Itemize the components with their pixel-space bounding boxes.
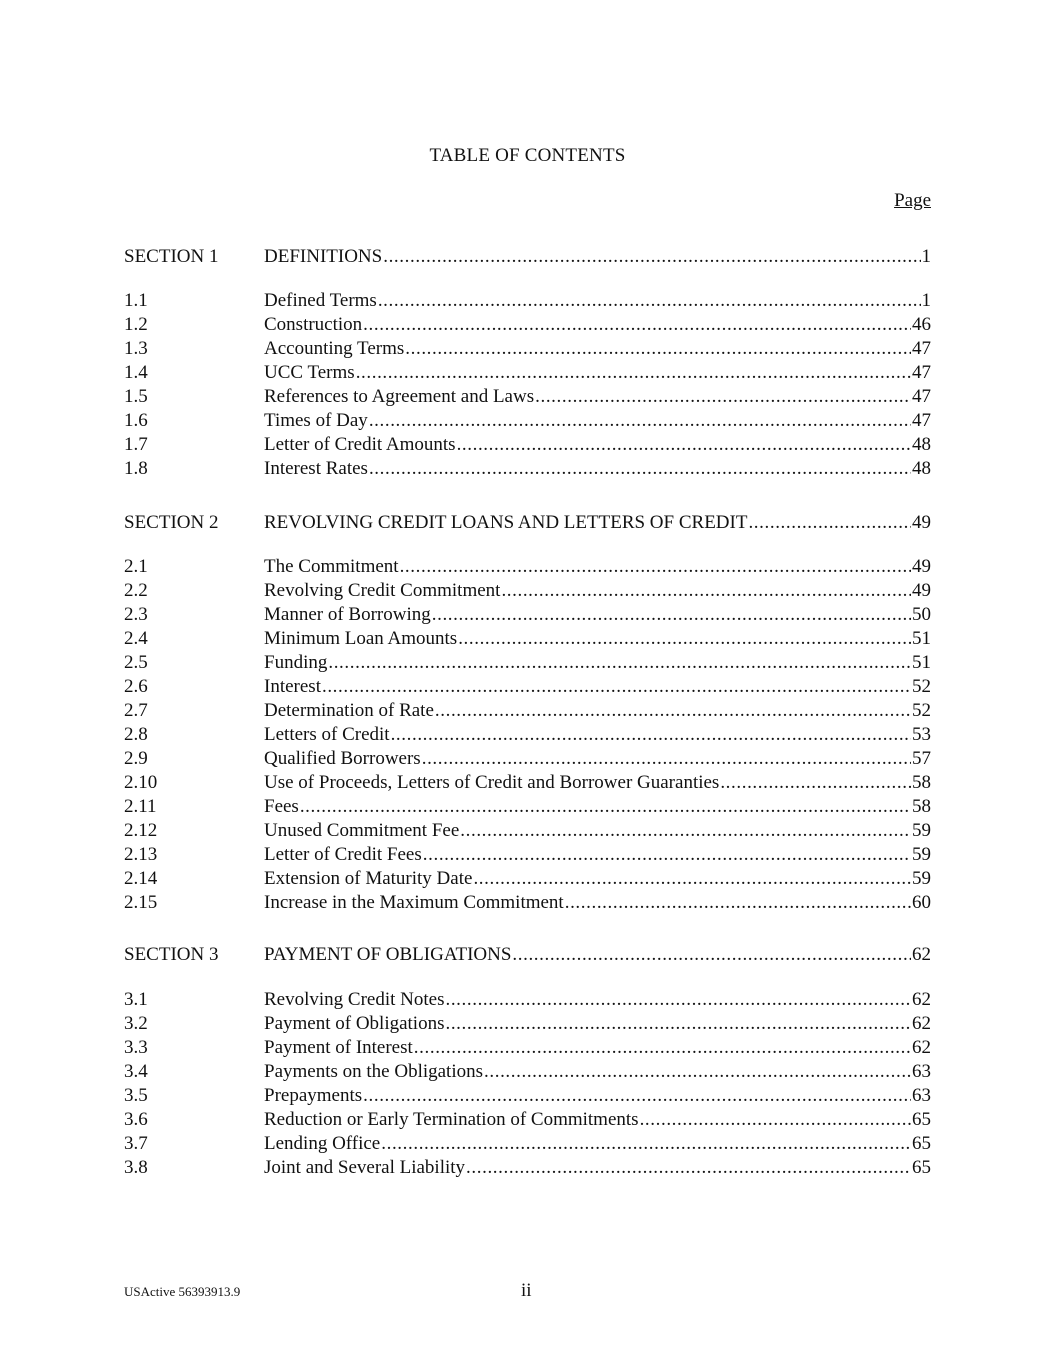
toc-item-3-6[interactable] bbox=[124, 1108, 931, 1132]
toc-item-2-12[interactable] bbox=[124, 819, 931, 843]
dot-leader bbox=[460, 819, 911, 843]
toc-item-1-6[interactable] bbox=[124, 409, 931, 433]
page-number: 47 bbox=[912, 362, 931, 383]
item-title: Interest bbox=[264, 676, 321, 697]
page-number: 47 bbox=[912, 386, 931, 407]
item-title: Manner of Borrowing bbox=[264, 604, 431, 625]
dot-leader bbox=[640, 1108, 911, 1132]
item-number: 1.4 bbox=[124, 362, 148, 383]
item-title: Prepayments bbox=[264, 1085, 363, 1106]
item-number: 2.10 bbox=[124, 772, 158, 793]
toc-item-2-8[interactable] bbox=[124, 723, 931, 747]
dot-leader bbox=[458, 627, 911, 651]
item-number: 1.1 bbox=[124, 290, 148, 311]
dot-leader bbox=[369, 409, 911, 433]
item-number: 3.7 bbox=[124, 1133, 148, 1154]
page-number: 59 bbox=[912, 868, 931, 889]
dot-leader bbox=[473, 867, 911, 891]
toc-item-1-7[interactable] bbox=[124, 433, 931, 457]
page-number: 62 bbox=[912, 989, 931, 1010]
item-title: Determination of Rate bbox=[264, 700, 434, 721]
item-number: 2.12 bbox=[124, 820, 158, 841]
item-title: UCC Terms bbox=[264, 362, 355, 383]
item-number: 2.8 bbox=[124, 724, 148, 745]
item-title: Fees bbox=[264, 796, 299, 817]
item-number: 2.6 bbox=[124, 676, 148, 697]
item-number: 1.5 bbox=[124, 386, 148, 407]
toc-item-3-5[interactable] bbox=[124, 1084, 931, 1108]
dot-leader bbox=[748, 511, 911, 535]
page-number: 58 bbox=[912, 772, 931, 793]
toc-item-1-2[interactable] bbox=[124, 313, 931, 337]
item-number: 1.3 bbox=[124, 338, 148, 359]
page-number: 58 bbox=[912, 796, 931, 817]
item-number: 1.6 bbox=[124, 410, 148, 431]
item-title: Payments on the Obligations bbox=[264, 1061, 484, 1082]
section-title: DEFINITIONS bbox=[264, 246, 383, 267]
dot-leader bbox=[512, 943, 911, 967]
page-number: 62 bbox=[912, 1013, 931, 1034]
page-number: 1 bbox=[921, 246, 931, 267]
toc-item-2-1[interactable] bbox=[124, 555, 931, 579]
dot-leader bbox=[423, 843, 911, 867]
item-number: 2.7 bbox=[124, 700, 148, 721]
item-number: 3.1 bbox=[124, 989, 148, 1010]
dot-leader bbox=[466, 1156, 911, 1180]
dot-leader bbox=[484, 1060, 911, 1084]
toc-item-3-4[interactable] bbox=[124, 1060, 931, 1084]
dot-leader bbox=[565, 891, 911, 915]
toc-item-2-4[interactable] bbox=[124, 627, 931, 651]
page-number: 48 bbox=[912, 434, 931, 455]
toc-item-2-6[interactable] bbox=[124, 675, 931, 699]
toc-item-2-5[interactable] bbox=[124, 651, 931, 675]
toc-section-1[interactable] bbox=[124, 245, 931, 269]
dot-leader bbox=[720, 771, 911, 795]
dot-leader bbox=[378, 289, 921, 313]
dot-leader bbox=[363, 1084, 911, 1108]
dot-leader bbox=[414, 1036, 911, 1060]
page-number: 65 bbox=[912, 1157, 931, 1178]
item-number: 3.8 bbox=[124, 1157, 148, 1178]
item-title: Interest Rates bbox=[264, 458, 368, 479]
item-number: 1.8 bbox=[124, 458, 148, 479]
item-title: Funding bbox=[264, 652, 328, 673]
item-title: References to Agreement and Laws bbox=[264, 386, 535, 407]
item-title: Revolving Credit Notes bbox=[264, 989, 445, 1010]
page-number: 51 bbox=[912, 652, 931, 673]
item-number: 1.2 bbox=[124, 314, 148, 335]
section-number: SECTION 2 bbox=[124, 512, 219, 533]
item-title: Use of Proceeds, Letters of Credit and Borrower Guaranties bbox=[264, 772, 720, 793]
item-number: 2.5 bbox=[124, 652, 148, 673]
item-title: Letters of Credit bbox=[264, 724, 390, 745]
item-title: Letter of Credit Fees bbox=[264, 844, 422, 865]
toc-item-2-7[interactable] bbox=[124, 699, 931, 723]
toc-section-3[interactable] bbox=[124, 943, 931, 967]
toc-item-1-1[interactable] bbox=[124, 289, 931, 313]
page-number: 59 bbox=[912, 820, 931, 841]
item-number: 1.7 bbox=[124, 434, 148, 455]
item-number: 3.6 bbox=[124, 1109, 148, 1130]
dot-leader bbox=[435, 699, 911, 723]
item-title: Construction bbox=[264, 314, 363, 335]
item-number: 3.3 bbox=[124, 1037, 148, 1058]
toc-item-1-3[interactable] bbox=[124, 337, 931, 361]
page-number: 48 bbox=[912, 458, 931, 479]
dot-leader bbox=[501, 579, 911, 603]
page-number: 47 bbox=[912, 410, 931, 431]
item-title: Extension of Maturity Date bbox=[264, 868, 473, 889]
item-title: Lending Office bbox=[264, 1133, 381, 1154]
dot-leader bbox=[383, 245, 920, 269]
page-number: 1 bbox=[921, 290, 931, 311]
page-number: 60 bbox=[912, 892, 931, 913]
item-number: 2.14 bbox=[124, 868, 158, 889]
item-title: Qualified Borrowers bbox=[264, 748, 421, 769]
toc-item-2-14[interactable] bbox=[124, 867, 931, 891]
item-title: Defined Terms bbox=[264, 290, 377, 311]
section-title: PAYMENT OF OBLIGATIONS bbox=[264, 944, 512, 965]
toc-item-3-7[interactable] bbox=[124, 1132, 931, 1156]
page-number: 62 bbox=[912, 1037, 931, 1058]
page-number: 49 bbox=[912, 556, 931, 577]
page-number: 52 bbox=[912, 700, 931, 721]
toc-section-2[interactable] bbox=[124, 511, 931, 535]
page-number: 49 bbox=[912, 580, 931, 601]
dot-leader bbox=[322, 675, 911, 699]
page-number: 51 bbox=[912, 628, 931, 649]
dot-leader bbox=[422, 747, 911, 771]
item-title: Unused Commitment Fee bbox=[264, 820, 460, 841]
toc-item-3-8[interactable] bbox=[124, 1156, 931, 1180]
item-number: 3.2 bbox=[124, 1013, 148, 1034]
item-title: Accounting Terms bbox=[264, 338, 405, 359]
page-title: TABLE OF CONTENTS bbox=[429, 145, 626, 166]
dot-leader bbox=[400, 555, 911, 579]
page-number: 63 bbox=[912, 1061, 931, 1082]
item-title: Letter of Credit Amounts bbox=[264, 434, 456, 455]
toc-item-2-9[interactable] bbox=[124, 747, 931, 771]
item-number: 3.5 bbox=[124, 1085, 148, 1106]
dot-leader bbox=[391, 723, 911, 747]
document-id: USActive 56393913.9 bbox=[124, 1284, 241, 1299]
dot-leader bbox=[300, 795, 911, 819]
item-number: 2.11 bbox=[124, 796, 157, 817]
toc-item-2-11[interactable] bbox=[124, 795, 931, 819]
section-number: SECTION 3 bbox=[124, 944, 219, 965]
page-number: 47 bbox=[912, 338, 931, 359]
toc-item-2-13[interactable] bbox=[124, 843, 931, 867]
section-title: REVOLVING CREDIT LOANS AND LETTERS OF CREDIT bbox=[264, 512, 748, 533]
toc-item-2-15[interactable] bbox=[124, 891, 931, 915]
dot-leader bbox=[356, 361, 911, 385]
page-number: 65 bbox=[912, 1133, 931, 1154]
toc-item-3-3[interactable] bbox=[124, 1036, 931, 1060]
toc-item-1-5[interactable] bbox=[124, 385, 931, 409]
item-number: 2.9 bbox=[124, 748, 148, 769]
toc-item-2-2[interactable] bbox=[124, 579, 931, 603]
item-title: Increase in the Maximum Commitment bbox=[264, 892, 564, 913]
page-number: 46 bbox=[912, 314, 931, 335]
page-number: 65 bbox=[912, 1109, 931, 1130]
page-number: 59 bbox=[912, 844, 931, 865]
item-title: Payment of Obligations bbox=[264, 1013, 445, 1034]
footer-page-number: ii bbox=[521, 1280, 532, 1301]
section-number: SECTION 1 bbox=[124, 246, 219, 267]
dot-leader bbox=[457, 433, 911, 457]
item-number: 2.1 bbox=[124, 556, 148, 577]
page-number: 57 bbox=[912, 748, 931, 769]
dot-leader bbox=[369, 457, 911, 481]
dot-leader bbox=[328, 651, 911, 675]
toc-item-3-1[interactable] bbox=[124, 988, 931, 1012]
page-number: 52 bbox=[912, 676, 931, 697]
item-title: Times of Day bbox=[264, 410, 368, 431]
item-number: 2.4 bbox=[124, 628, 148, 649]
dot-leader bbox=[535, 385, 911, 409]
item-number: 2.2 bbox=[124, 580, 148, 601]
item-number: 2.15 bbox=[124, 892, 158, 913]
toc-item-2-3[interactable] bbox=[124, 603, 931, 627]
page-number: 50 bbox=[912, 604, 931, 625]
item-title: The Commitment bbox=[264, 556, 399, 577]
item-number: 2.13 bbox=[124, 844, 158, 865]
dot-leader bbox=[363, 313, 911, 337]
dot-leader bbox=[405, 337, 911, 361]
page-number: 49 bbox=[912, 512, 931, 533]
dot-leader bbox=[445, 1012, 911, 1036]
toc-item-3-2[interactable] bbox=[124, 1012, 931, 1036]
dot-leader bbox=[432, 603, 911, 627]
page-number: 53 bbox=[912, 724, 931, 745]
dot-leader bbox=[445, 988, 911, 1012]
item-number: 3.4 bbox=[124, 1061, 148, 1082]
item-title: Reduction or Early Termination of Commitments bbox=[264, 1109, 639, 1130]
toc-item-1-8[interactable] bbox=[124, 457, 931, 481]
page-number: 63 bbox=[912, 1085, 931, 1106]
item-title: Payment of Interest bbox=[264, 1037, 413, 1058]
toc-item-1-4[interactable] bbox=[124, 361, 931, 385]
toc-item-2-10[interactable] bbox=[124, 771, 931, 795]
item-title: Minimum Loan Amounts bbox=[264, 628, 458, 649]
item-number: 2.3 bbox=[124, 604, 148, 625]
page-number: 62 bbox=[912, 944, 931, 965]
item-title: Joint and Several Liability bbox=[264, 1157, 466, 1178]
page-column-header: Page bbox=[894, 190, 931, 211]
item-title: Revolving Credit Commitment bbox=[264, 580, 501, 601]
dot-leader bbox=[381, 1132, 911, 1156]
